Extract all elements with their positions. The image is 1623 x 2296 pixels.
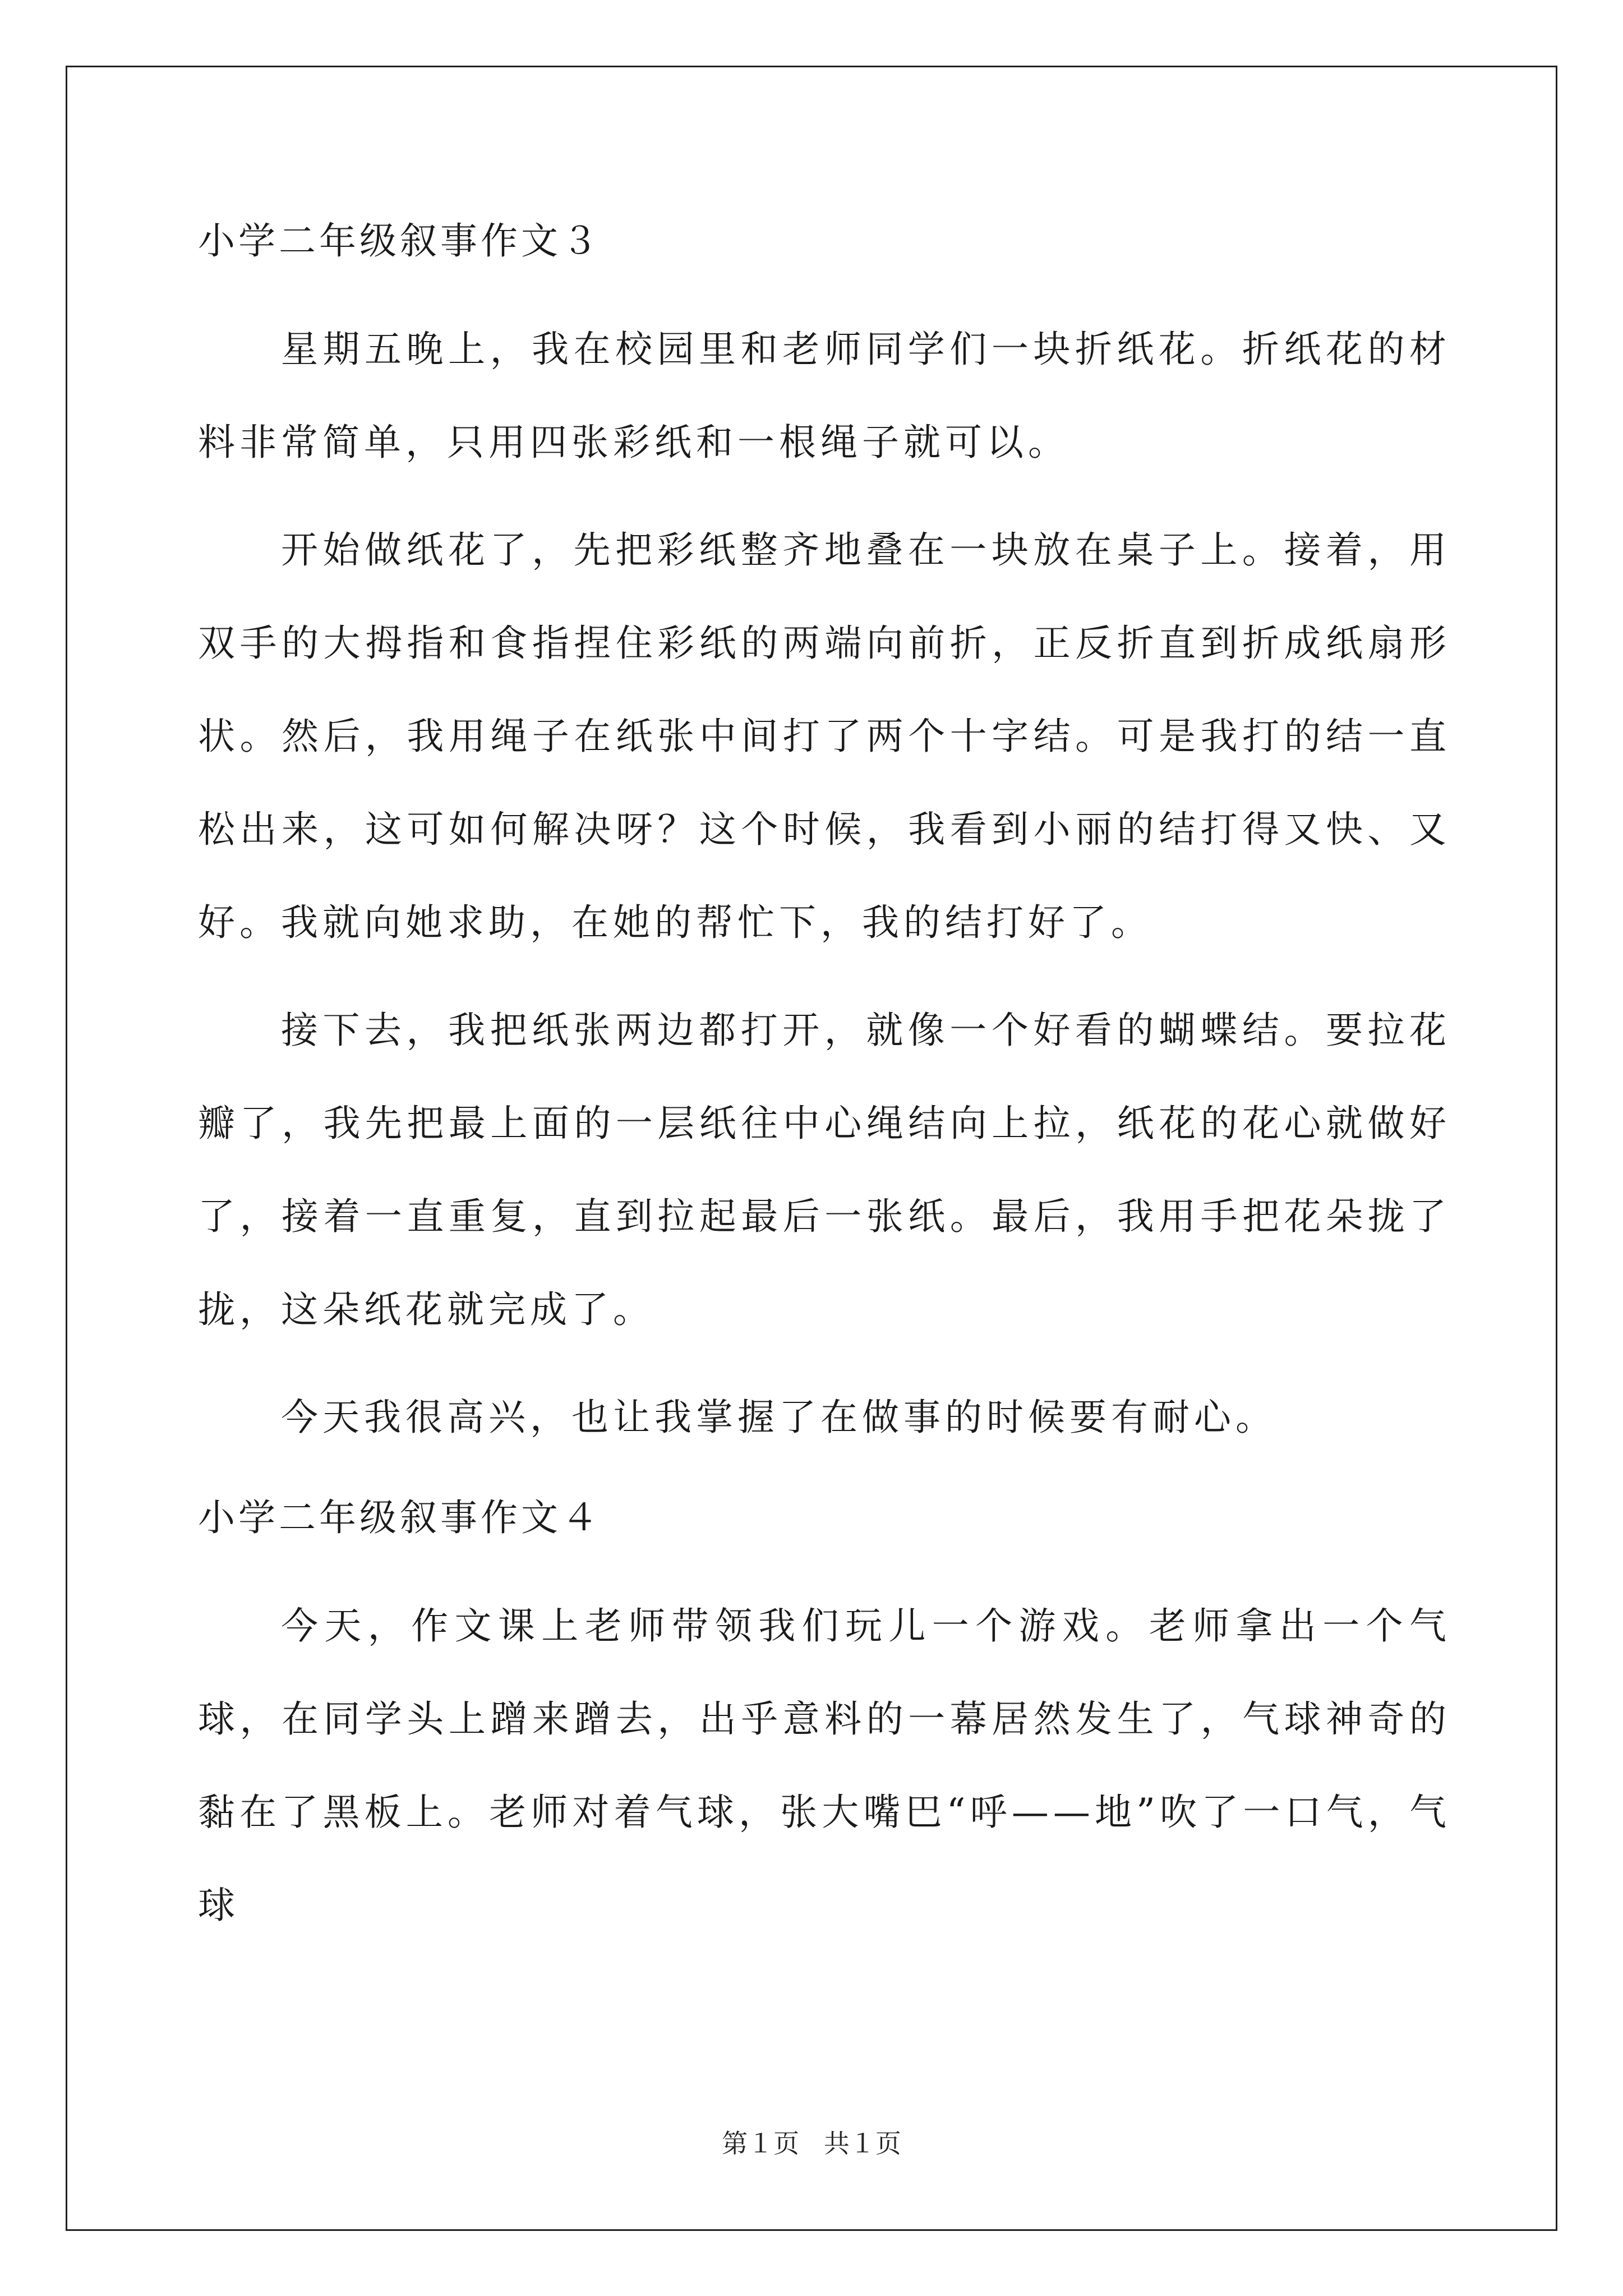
essay-section-3 (198, 202, 1451, 1464)
document-body (198, 202, 1451, 1967)
essay-section-4 (198, 1479, 1451, 1952)
paragraph: 今天，作文课上老师带领我们玩儿一个游戏。老师拿出一个气球，在同学头上蹭来蹭去，出乎意料的一幕居然发生了，气球神奇的黏在了黑板上。老师对着气球，张大嘴巴“呼——地”吹了一口气，气球 (198, 1604, 1451, 1927)
paragraph: 开始做纸花了，先把彩纸整齐地叠在一块放在桌子上。接着，用双手的大拇指和食指捏住彩纸的两端向前折，正反折直到折成纸扇形状。然后，我用绳子在纸张中间打了两个十字结。可是我打的结一直松出来，这可如何解决呀？这个时候，我看到小丽的结打得又快、又好。我就向她求助，在她的帮忙下，我的结打好了。 (198, 528, 1451, 944)
page-number-footer: 第１页 共１页 (722, 2128, 901, 2159)
section-heading: 小学二年级叙事作文３ (198, 219, 602, 263)
paragraph: 接下去，我把纸张两边都打开，就像一个好看的蝴蝶结。要拉花瓣了，我先把最上面的一层纸往中心绳结向上拉，纸花的花心就做好了，接着一直重复，直到拉起最后一张纸。最后，我用手把花朵拢了拢，这朵纸花就完成了。 (198, 1009, 1451, 1331)
section-heading: 小学二年级叙事作文４ (198, 1496, 602, 1539)
paragraph: 今天我很高兴，也让我掌握了在做事的时候要有耐心。 (281, 1396, 1277, 1439)
paragraph: 星期五晚上，我在校园里和老师同学们一块折纸花。折纸花的材料非常简单，只用四张彩纸和一根绳子就可以。 (198, 328, 1451, 464)
